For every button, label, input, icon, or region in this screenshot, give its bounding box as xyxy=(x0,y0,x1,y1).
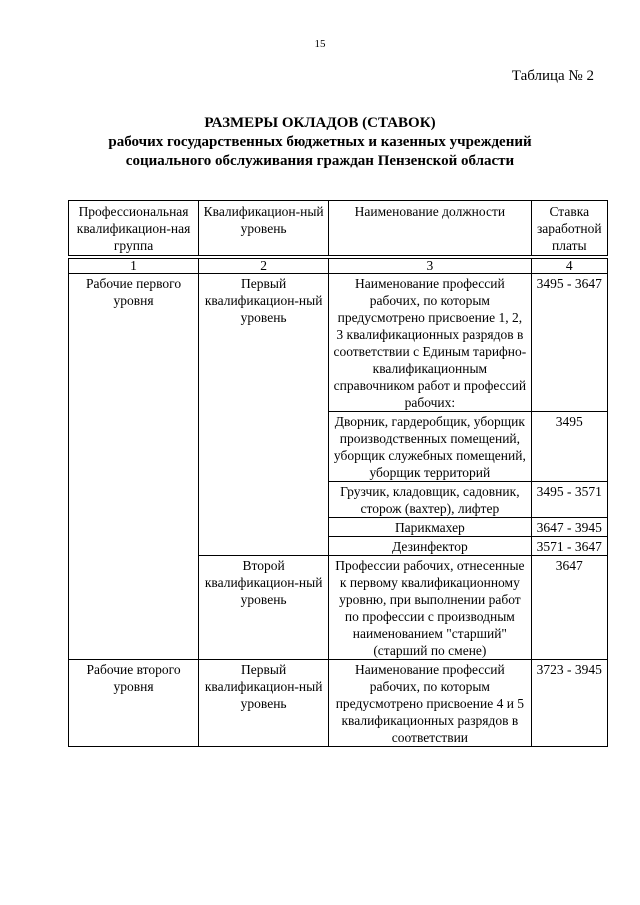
rate-cell: 3495 xyxy=(531,412,607,482)
table-row xyxy=(69,274,608,412)
rate-cell: 3495 - 3571 xyxy=(531,482,607,518)
column-number: 2 xyxy=(199,259,329,274)
group-cell: Рабочие второго уровня xyxy=(69,660,199,747)
header-position: Наименование должности xyxy=(329,201,531,256)
title-line-3: социального обслуживания граждан Пензенской области xyxy=(125,153,515,169)
position-cell: Дворник, гардеробщик, уборщик производственных помещений, уборщик служебных помещений, уборщик территорий xyxy=(329,412,531,482)
table-row xyxy=(69,660,608,747)
column-number: 3 xyxy=(329,259,531,274)
position-cell: Профессии рабочих, отнесенные к первому квалификационному уровню, при выполнении работ по профессии с производным наименованием "старший" (старший по смене) xyxy=(329,556,531,660)
level-cell: Первый квалификацион-ный уровень xyxy=(199,660,329,747)
table-header xyxy=(68,200,608,256)
document-title xyxy=(0,114,640,171)
table-caption: Таблица № 2 xyxy=(511,68,594,84)
position-cell: Грузчик, кладовщик, садовник, сторож (вахтер), лифтер xyxy=(329,482,531,518)
level-cell: Второй квалификацион-ный уровень xyxy=(199,556,329,660)
rate-cell: 3647 xyxy=(531,556,607,660)
position-cell: Наименование профессий рабочих, по которым предусмотрено присвоение 1, 2, 3 квалификационных разрядов в соответствии с Единым тарифно-квалификационным справочником работ и профессий рабочих: xyxy=(329,274,531,412)
rate-cell: 3571 - 3647 xyxy=(531,537,607,556)
header-row xyxy=(69,201,608,256)
group-cell: Рабочие первого уровня xyxy=(69,274,199,660)
rate-cell: 3495 - 3647 xyxy=(531,274,607,412)
position-cell: Парикмахер xyxy=(329,518,531,537)
rate-cell: 3723 - 3945 xyxy=(531,660,607,747)
title-line-1: РАЗМЕРЫ ОКЛАДОВ (СТАВОК) xyxy=(204,115,436,131)
level-cell: Первый квалификацион-ный уровень xyxy=(199,274,329,556)
title-line-2: рабочих государственных бюджетных и казенных учреждений xyxy=(108,134,532,150)
header-rate: Ставка заработной платы xyxy=(531,201,607,256)
salary-table xyxy=(68,258,608,747)
rate-cell: 3647 - 3945 xyxy=(531,518,607,537)
column-number-row xyxy=(69,259,608,274)
column-number: 4 xyxy=(531,259,607,274)
position-cell: Наименование профессий рабочих, по которым предусмотрено присвоение 4 и 5 квалификационных разрядов в соответствии xyxy=(329,660,531,747)
page-number: 15 xyxy=(314,38,326,50)
header-group: Профессиональная квалификацион-ная группа xyxy=(69,201,199,256)
position-cell: Дезинфектор xyxy=(329,537,531,556)
column-number: 1 xyxy=(69,259,199,274)
header-level: Квалификацион-ный уровень xyxy=(199,201,329,256)
